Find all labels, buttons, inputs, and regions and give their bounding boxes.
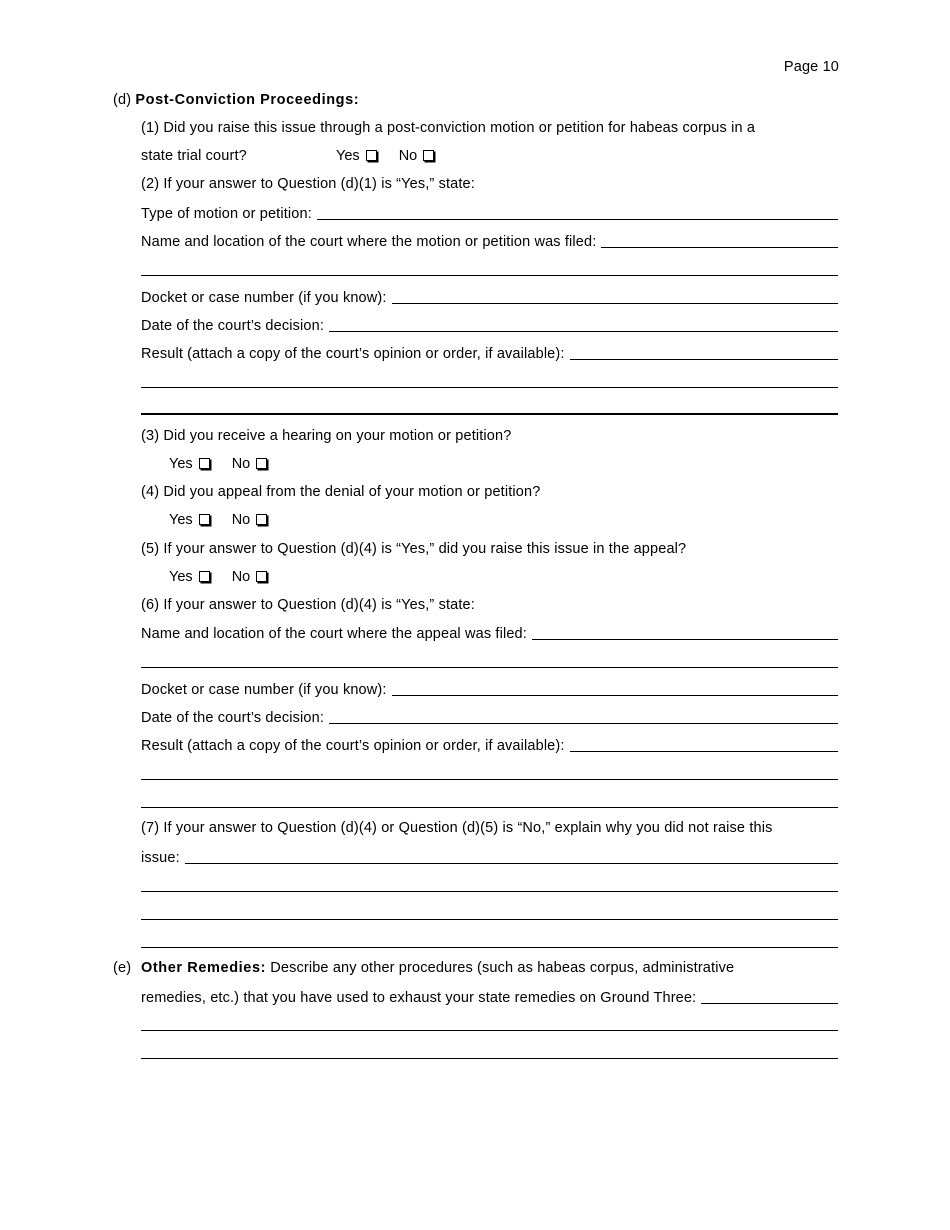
other-remedies-field-line-3[interactable] <box>141 1058 838 1059</box>
other-remedies-row <box>141 986 838 1006</box>
question-d3-text: (3) Did you receive a hearing on your motion or petition? <box>141 428 512 444</box>
explanation-field-line-2[interactable] <box>141 891 838 892</box>
motion-result-label: Result (attach a copy of the court’s opinion or order, if available): <box>141 346 565 362</box>
question-d2-text: (2) If your answer to Question (d)(1) is “Yes,” state: <box>141 176 475 192</box>
question-d7-text-cont: issue: <box>141 850 180 866</box>
appeal-result-field[interactable] <box>570 750 838 752</box>
appeal-docket-field[interactable] <box>392 694 838 696</box>
appeal-date-label: Date of the court’s decision: <box>141 710 325 726</box>
no-label: No <box>231 456 251 472</box>
yes-label: Yes <box>169 569 193 585</box>
section-e-text-cont: remedies, etc.) that you have used to exhaust your state remedies on Ground Three: <box>141 990 697 1006</box>
motion-court-label: Name and location of the court where the motion or petition was filed: <box>141 234 597 250</box>
explanation-field-line-3[interactable] <box>141 919 838 920</box>
section-e-heading <box>141 960 734 976</box>
motion-date-field[interactable] <box>329 330 838 332</box>
appeal-docket-label: Docket or case number (if you know): <box>141 682 387 698</box>
section-e-text: Describe any other procedures (such as habeas corpus, administrative <box>270 960 735 976</box>
appeal-result-field-line-3[interactable] <box>141 807 838 808</box>
question-d5-options <box>169 569 267 585</box>
no-checkbox[interactable] <box>423 150 434 161</box>
motion-type-row <box>141 202 838 222</box>
appeal-date-field[interactable] <box>329 722 838 724</box>
question-d6-text: (6) If your answer to Question (d)(4) is “Yes,” state: <box>141 597 475 613</box>
section-d-heading <box>113 92 359 108</box>
appeal-court-row <box>141 622 838 642</box>
appeal-result-label: Result (attach a copy of the court’s opinion or order, if available): <box>141 738 565 754</box>
no-label: No <box>231 512 251 528</box>
appeal-result-row <box>141 734 838 754</box>
appeal-date-row <box>141 706 838 726</box>
yes-label: Yes <box>169 456 193 472</box>
motion-result-field[interactable] <box>570 358 838 360</box>
page-number: Page 10 <box>783 59 839 75</box>
question-d1-text: (1) Did you raise this issue through a post-conviction motion or petition for habeas corpus in a <box>141 120 756 136</box>
yes-label: Yes <box>169 512 193 528</box>
motion-docket-row <box>141 286 838 306</box>
question-d1-text-cont: state trial court? <box>141 148 247 164</box>
appeal-result-field-line-2[interactable] <box>141 779 838 780</box>
motion-court-row <box>141 230 838 250</box>
motion-result-field-line-2[interactable] <box>141 387 838 388</box>
question-d7-text: (7) If your answer to Question (d)(4) or Question (d)(5) is “No,” explain why you did not raise this <box>141 820 773 836</box>
no-checkbox[interactable] <box>256 571 267 582</box>
question-d1-options <box>336 148 434 164</box>
yes-checkbox[interactable] <box>199 571 210 582</box>
appeal-court-field[interactable] <box>532 638 838 640</box>
question-d7-row <box>141 846 838 866</box>
motion-result-row <box>141 342 838 362</box>
section-e-title: Other Remedies: <box>141 960 267 976</box>
yes-label: Yes <box>336 148 360 164</box>
question-d5-text: (5) If your answer to Question (d)(4) is “Yes,” did you raise this issue in the appeal? <box>141 541 687 557</box>
appeal-docket-row <box>141 678 838 698</box>
section-e-marker: (e) <box>113 960 132 976</box>
question-d4-options <box>169 512 267 528</box>
appeal-court-field-line-2[interactable] <box>141 667 838 668</box>
motion-type-label: Type of motion or petition: <box>141 206 312 222</box>
motion-type-field[interactable] <box>317 218 838 220</box>
other-remedies-field-line-2[interactable] <box>141 1030 838 1031</box>
no-checkbox[interactable] <box>256 458 267 469</box>
motion-docket-label: Docket or case number (if you know): <box>141 290 387 306</box>
motion-court-field-line-2[interactable] <box>141 275 838 276</box>
yes-checkbox[interactable] <box>199 458 210 469</box>
question-d4-text: (4) Did you appeal from the denial of your motion or petition? <box>141 484 541 500</box>
motion-result-field-line-3[interactable] <box>141 413 838 415</box>
section-d-marker: (d) <box>113 92 132 108</box>
no-checkbox[interactable] <box>256 514 267 525</box>
no-label: No <box>231 569 251 585</box>
appeal-court-label: Name and location of the court where the appeal was filed: <box>141 626 527 642</box>
motion-date-row <box>141 314 838 334</box>
explanation-field[interactable] <box>185 862 838 864</box>
yes-checkbox[interactable] <box>366 150 377 161</box>
motion-court-field[interactable] <box>601 246 838 248</box>
motion-date-label: Date of the court’s decision: <box>141 318 325 334</box>
yes-checkbox[interactable] <box>199 514 210 525</box>
question-d3-options <box>169 456 267 472</box>
explanation-field-line-4[interactable] <box>141 947 838 948</box>
no-label: No <box>398 148 418 164</box>
other-remedies-field[interactable] <box>701 1002 838 1004</box>
section-d-title: Post-Conviction Proceedings: <box>135 92 360 108</box>
motion-docket-field[interactable] <box>392 302 838 304</box>
